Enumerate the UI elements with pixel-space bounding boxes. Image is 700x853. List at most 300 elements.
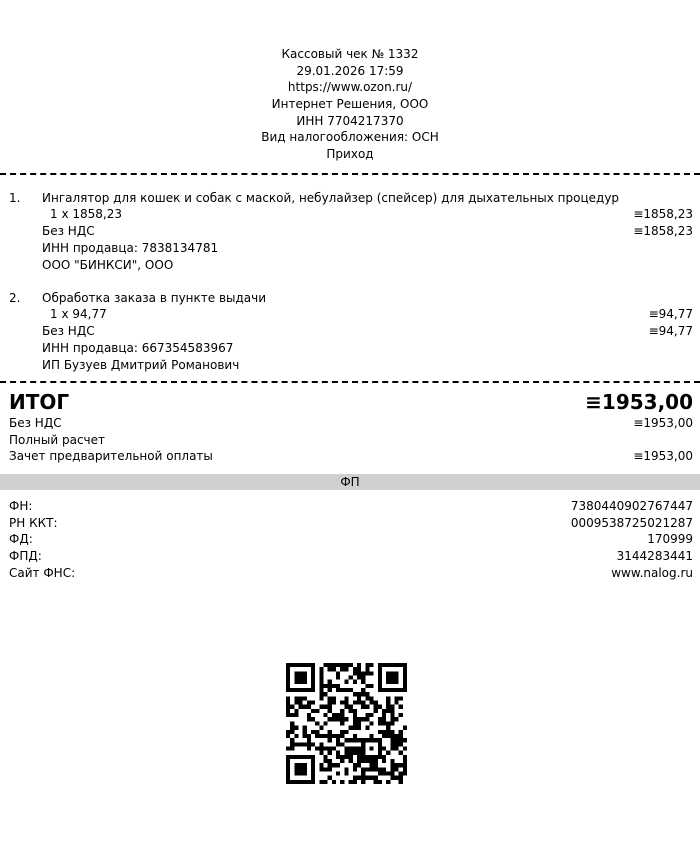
qr-module [286, 663, 290, 667]
qr-module [353, 709, 357, 713]
qr-module [319, 692, 323, 696]
qr-module [353, 738, 357, 742]
qr-module [369, 721, 373, 725]
fp-label: ФПД: [9, 549, 42, 563]
qr-module [378, 663, 382, 667]
qr-module [399, 713, 403, 717]
receipt-datetime: 29.01.2026 17:59 [296, 63, 404, 78]
qr-module [286, 701, 290, 705]
qr-module [399, 780, 403, 784]
qr-module [328, 746, 332, 750]
qr-module [311, 671, 315, 675]
qr-module [336, 738, 340, 742]
qr-module [394, 688, 398, 692]
qr-module [303, 730, 307, 734]
qr-module [361, 742, 365, 746]
payment-type: Полный расчет [9, 433, 105, 447]
qr-module [390, 767, 394, 771]
qr-module [319, 742, 323, 746]
qr-module [365, 663, 369, 667]
qr-module [361, 717, 365, 721]
item-seller-inn: ИНН продавца: 7838134781 [42, 241, 219, 255]
qr-module [399, 730, 403, 734]
qr-module [386, 726, 390, 730]
qr-module [299, 688, 303, 692]
qr-module [311, 701, 315, 705]
qr-module [332, 701, 336, 705]
qr-module [332, 763, 336, 767]
qr-module [328, 688, 332, 692]
qr-module [315, 734, 319, 738]
qr-module [336, 676, 340, 680]
qr-module [311, 771, 315, 775]
qr-module [349, 738, 353, 742]
fp-value: 3144283441 [616, 549, 693, 563]
qr-module [394, 717, 398, 721]
qr-module [336, 684, 340, 688]
qr-module [336, 742, 340, 746]
total-vat-value: ≡1953,00 [633, 416, 693, 430]
qr-module [324, 713, 328, 717]
qr-module [369, 767, 373, 771]
qr-module [403, 746, 407, 750]
qr-module [386, 688, 390, 692]
qr-module [403, 759, 407, 763]
qr-module [332, 667, 336, 671]
qr-module [394, 746, 398, 750]
store-site: https://www.ozon.ru/ [287, 80, 413, 95]
qr-module [294, 767, 298, 771]
qr-module [319, 684, 323, 688]
qr-module [307, 755, 311, 759]
qr-module [403, 763, 407, 767]
qr-module [382, 734, 386, 738]
qr-module [299, 671, 303, 675]
qr-module [394, 676, 398, 680]
qr-module [290, 755, 294, 759]
qr-module [328, 709, 332, 713]
qr-module [332, 663, 336, 667]
qr-module [299, 676, 303, 680]
qr-module [386, 676, 390, 680]
qr-module [369, 776, 373, 780]
qr-module [344, 767, 348, 771]
item-name: Ингалятор для кошек и собак с маской, небулайзер (спейсер) для дыхательных процедур [42, 191, 620, 205]
qr-module [386, 730, 390, 734]
qr-module [286, 696, 290, 700]
qr-module [378, 771, 382, 775]
qr-module [386, 751, 390, 755]
qr-module [319, 676, 323, 680]
qr-module [390, 663, 394, 667]
qr-module [332, 684, 336, 688]
qr-module [361, 688, 365, 692]
qr-module [344, 680, 348, 684]
qr-module [319, 671, 323, 675]
qr-module [311, 709, 315, 713]
qr-module [336, 763, 340, 767]
qr-module [344, 701, 348, 705]
qr-module [390, 676, 394, 680]
qr-module [369, 763, 373, 767]
qr-module [399, 751, 403, 755]
qr-module [311, 730, 315, 734]
receipt-header [0, 46, 700, 163]
qr-module [374, 705, 378, 709]
qr-module [332, 734, 336, 738]
qr-module [361, 671, 365, 675]
divider-top [0, 173, 700, 175]
qr-module [378, 688, 382, 692]
qr-module [361, 701, 365, 705]
qr-module [361, 759, 365, 763]
qr-module [390, 776, 394, 780]
qr-module [353, 780, 357, 784]
qr-module [344, 705, 348, 709]
qr-module [365, 684, 369, 688]
qr-module [390, 734, 394, 738]
qr-module [374, 738, 378, 742]
qr-module [353, 776, 357, 780]
qr-module [332, 696, 336, 700]
qr-module [299, 705, 303, 709]
qr-module [378, 671, 382, 675]
qr-module [315, 746, 319, 750]
qr-module [286, 776, 290, 780]
qr-module [294, 671, 298, 675]
qr-module [403, 676, 407, 680]
qr-module [311, 776, 315, 780]
fp-value: 7380440902767447 [570, 499, 693, 513]
qr-module [361, 746, 365, 750]
qr-module [294, 763, 298, 767]
qr-module [340, 717, 344, 721]
qr-module [361, 676, 365, 680]
qr-module [378, 738, 382, 742]
qr-module [290, 663, 294, 667]
qr-module [340, 730, 344, 734]
qr-module [349, 780, 353, 784]
total-value: ≡1953,00 [585, 390, 693, 414]
item-seller-inn: ИНН продавца: 667354583967 [42, 341, 234, 355]
item-number: 2. [9, 291, 21, 305]
qr-module [315, 709, 319, 713]
qr-module [353, 734, 357, 738]
qr-module [374, 767, 378, 771]
qr-module [303, 780, 307, 784]
qr-module [286, 671, 290, 675]
qr-module [336, 663, 340, 667]
qr-module [378, 742, 382, 746]
qr-module [365, 696, 369, 700]
qr-module [324, 663, 328, 667]
qr-module [286, 705, 290, 709]
qr-module [344, 755, 348, 759]
qr-module [328, 696, 332, 700]
item-seller-name: ООО "БИНКСИ", ООО [42, 258, 174, 272]
qr-module [374, 709, 378, 713]
qr-module [344, 667, 348, 671]
item-qty-price: 1 x 94,77 [50, 307, 107, 321]
qr-module [340, 734, 344, 738]
operation-type: Приход [326, 147, 374, 162]
qr-module [344, 746, 348, 750]
qr-module [353, 763, 357, 767]
qr-module [349, 663, 353, 667]
qr-module [369, 755, 373, 759]
qr-module [303, 771, 307, 775]
qr-module [394, 671, 398, 675]
qr-module [353, 767, 357, 771]
qr-module [340, 721, 344, 725]
prepay-label: Зачет предварительной оплаты [9, 449, 213, 463]
qr-module [369, 671, 373, 675]
qr-module [286, 680, 290, 684]
qr-module [357, 721, 361, 725]
qr-module [340, 780, 344, 784]
qr-module [328, 763, 332, 767]
qr-module [319, 763, 323, 767]
qr-module [399, 696, 403, 700]
qr-module [294, 742, 298, 746]
qr-module [390, 763, 394, 767]
qr-module [336, 734, 340, 738]
qr-module [357, 667, 361, 671]
qr-module [394, 738, 398, 742]
fp-row-fd [0, 531, 700, 547]
qr-module [390, 730, 394, 734]
qr-module [286, 684, 290, 688]
qr-code-icon [286, 663, 407, 787]
qr-module [303, 671, 307, 675]
qr-module [340, 759, 344, 763]
qr-module [390, 709, 394, 713]
qr-module [336, 755, 340, 759]
qr-module [294, 734, 298, 738]
qr-module [386, 709, 390, 713]
qr-module [382, 771, 386, 775]
qr-module [365, 717, 369, 721]
qr-module [390, 680, 394, 684]
qr-module [378, 767, 382, 771]
qr-module [340, 688, 344, 692]
qr-module [294, 663, 298, 667]
qr-module [286, 767, 290, 771]
qr-module [361, 680, 365, 684]
company-name: Интернет Решения, ООО [271, 97, 429, 112]
qr-module [307, 701, 311, 705]
fp-section-bar: ФП [0, 474, 700, 490]
qr-module [290, 730, 294, 734]
qr-module [294, 755, 298, 759]
total-vat-row [0, 415, 700, 431]
qr-module [374, 780, 378, 784]
qr-module [344, 688, 348, 692]
qr-module [378, 676, 382, 680]
qr-module [311, 680, 315, 684]
qr-module [324, 705, 328, 709]
qr-module [378, 780, 382, 784]
qr-module [311, 667, 315, 671]
qr-module [344, 751, 348, 755]
qr-module [344, 696, 348, 700]
qr-module [357, 726, 361, 730]
item-name: Обработка заказа в пункте выдачи [42, 291, 267, 305]
qr-module [319, 734, 323, 738]
qr-module [290, 713, 294, 717]
qr-module [357, 676, 361, 680]
qr-module [403, 680, 407, 684]
fp-row-fns-site [0, 565, 700, 581]
qr-module [357, 751, 361, 755]
qr-module [299, 763, 303, 767]
qr-module [303, 680, 307, 684]
qr-module [349, 676, 353, 680]
qr-module [311, 742, 315, 746]
qr-module [365, 713, 369, 717]
qr-module [403, 738, 407, 742]
qr-module [382, 746, 386, 750]
qr-module [378, 705, 382, 709]
qr-module [353, 717, 357, 721]
item-amount: ≡1858,23 [633, 207, 693, 221]
qr-module [399, 688, 403, 692]
qr-module [303, 742, 307, 746]
qr-code-graphic [286, 663, 407, 784]
qr-module [353, 721, 357, 725]
qr-module [290, 721, 294, 725]
qr-module [390, 759, 394, 763]
qr-module [286, 759, 290, 763]
qr-module [319, 667, 323, 671]
qr-module [365, 759, 369, 763]
qr-module [386, 663, 390, 667]
fp-label: ФД: [9, 532, 33, 546]
qr-module [386, 680, 390, 684]
qr-module [382, 717, 386, 721]
qr-module [324, 721, 328, 725]
qr-module [378, 684, 382, 688]
qr-module [319, 726, 323, 730]
qr-module [324, 759, 328, 763]
qr-module [369, 663, 373, 667]
qr-module [353, 751, 357, 755]
qr-module [374, 759, 378, 763]
total-vat-label: Без НДС [9, 416, 62, 430]
qr-module [307, 742, 311, 746]
qr-module [378, 746, 382, 750]
qr-module [378, 730, 382, 734]
qr-module [394, 701, 398, 705]
qr-module [349, 709, 353, 713]
qr-module [403, 671, 407, 675]
qr-module [286, 734, 290, 738]
qr-module [294, 688, 298, 692]
qr-module [361, 767, 365, 771]
qr-module [303, 696, 307, 700]
qr-module [303, 726, 307, 730]
qr-module [299, 663, 303, 667]
qr-module [324, 692, 328, 696]
qr-module [307, 705, 311, 709]
qr-module [357, 696, 361, 700]
fp-value: 0009538725021287 [570, 516, 693, 530]
qr-module [349, 759, 353, 763]
total-row [0, 390, 700, 414]
qr-module [303, 676, 307, 680]
company-inn: ИНН 7704217370 [296, 113, 404, 128]
qr-module [349, 726, 353, 730]
qr-module [365, 667, 369, 671]
qr-module [344, 738, 348, 742]
qr-module [324, 746, 328, 750]
qr-module [365, 692, 369, 696]
qr-module [299, 696, 303, 700]
fp-label: ФН: [9, 499, 33, 513]
qr-module [307, 713, 311, 717]
qr-module [303, 734, 307, 738]
qr-module [299, 771, 303, 775]
qr-module [324, 734, 328, 738]
qr-module [357, 671, 361, 675]
qr-module [340, 713, 344, 717]
qr-module [286, 730, 290, 734]
qr-module [394, 680, 398, 684]
qr-module [382, 755, 386, 759]
qr-module [336, 688, 340, 692]
qr-module [390, 717, 394, 721]
qr-module [390, 746, 394, 750]
qr-module [369, 746, 373, 750]
qr-module [378, 755, 382, 759]
fp-label: РН ККТ: [9, 516, 58, 530]
fp-row-fpd [0, 548, 700, 564]
qr-module [382, 709, 386, 713]
qr-module [332, 780, 336, 784]
fp-row-rn-kkt [0, 515, 700, 531]
qr-module [294, 676, 298, 680]
qr-module [390, 671, 394, 675]
qr-module [390, 705, 394, 709]
qr-module [286, 667, 290, 671]
qr-module [328, 701, 332, 705]
qr-module [324, 767, 328, 771]
qr-module [361, 692, 365, 696]
qr-module [357, 701, 361, 705]
qr-module [307, 738, 311, 742]
qr-module [365, 767, 369, 771]
qr-module [399, 763, 403, 767]
qr-module [311, 759, 315, 763]
qr-module [294, 680, 298, 684]
qr-module [328, 667, 332, 671]
qr-module [349, 705, 353, 709]
qr-module [390, 721, 394, 725]
qr-module [365, 738, 369, 742]
qr-module [336, 713, 340, 717]
total-label: ИТОГ [9, 390, 70, 414]
qr-module [328, 751, 332, 755]
qr-module [378, 667, 382, 671]
prepay-row [0, 448, 700, 464]
qr-module [382, 721, 386, 725]
item-vat-amount: ≡1858,23 [633, 224, 693, 238]
qr-module [307, 734, 311, 738]
qr-module [394, 696, 398, 700]
qr-module [349, 746, 353, 750]
qr-module [378, 717, 382, 721]
qr-module [340, 742, 344, 746]
